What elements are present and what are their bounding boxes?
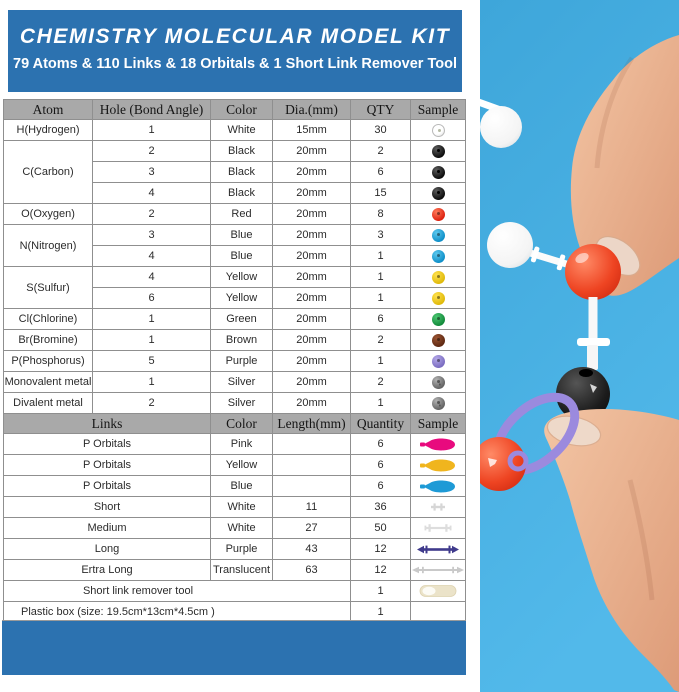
white-atom-ball	[487, 222, 533, 268]
atom-name-cell: Br(Bromine)	[4, 330, 93, 351]
page-subtitle: 79 Atoms & 110 Links & 18 Orbitals & 1 Short Link Remover Tool	[13, 56, 457, 72]
atom-name-cell: S(Sulfur)	[4, 267, 93, 309]
banner	[8, 10, 462, 92]
atom-row: P(Phosphorus) 5 Purple 20mm 1	[4, 351, 466, 372]
col-color: Color	[211, 100, 273, 120]
atom-name-cell: H(Hydrogen)	[4, 120, 93, 141]
page-title: CHEMISTRY MOLECULAR MODEL KIT	[19, 25, 451, 48]
red-atom-ball	[565, 244, 621, 300]
col-quantity: Quantity	[351, 414, 411, 434]
col-atom: Atom	[4, 100, 93, 120]
plastic-box-cell: Plastic box (size: 19.5cm*13cm*4.5cm )	[4, 602, 351, 623]
link-row: Short White 11 36	[4, 497, 466, 518]
col-dia: Dia.(mm)	[273, 100, 351, 120]
green-ball-sample-icon	[432, 313, 445, 326]
yellow-orbital-sample-icon	[420, 457, 456, 474]
pink-orbital-sample-icon	[420, 436, 456, 453]
link-row: P Orbitals Blue 6	[4, 476, 466, 497]
atom-row: Cl(Chlorine) 1 Green 20mm 6	[4, 309, 466, 330]
silver-ball-sample-icon	[432, 376, 445, 389]
atom-name-cell: Monovalent metal	[4, 372, 93, 393]
col-length: Length(mm)	[273, 414, 351, 434]
atom-row: 6 Yellow 20mm 1	[4, 288, 466, 309]
atom-name-cell: O(Oxygen)	[4, 204, 93, 225]
atom-row: C(Carbon) 2 Black 20mm 2	[4, 141, 466, 162]
medium-link-sample-icon	[424, 522, 452, 534]
col-sample: Sample	[411, 100, 466, 120]
link-row: Medium White 27 50	[4, 518, 466, 539]
blue-ball-sample-icon	[432, 250, 445, 263]
spec-table	[3, 99, 466, 623]
link-row: P Orbitals Yellow 6	[4, 455, 466, 476]
link-row: Ertra Long Translucent 63 12	[4, 560, 466, 581]
black-ball-sample-icon	[432, 166, 445, 179]
atom-name-cell: P(Phosphorus)	[4, 351, 93, 372]
link-row: Plastic box (size: 19.5cm*13cm*4.5cm ) 1	[4, 602, 466, 623]
long-link-sample-icon	[416, 543, 460, 556]
atom-name-cell: C(Carbon)	[4, 141, 93, 204]
atom-name-cell: N(Nitrogen)	[4, 225, 93, 267]
purple-ball-sample-icon	[432, 355, 445, 368]
atom-row: Br(Bromine) 1 Brown 20mm 2	[4, 330, 466, 351]
col-link-color: Color	[211, 414, 273, 434]
red-ball-sample-icon	[432, 208, 445, 221]
link-row: Short link remover tool 1	[4, 581, 466, 602]
yellow-ball-sample-icon	[432, 292, 445, 305]
blue-ball-sample-icon	[432, 229, 445, 242]
atom-row: 3 Black 20mm 6	[4, 162, 466, 183]
atom-row: 4 Black 20mm 15	[4, 183, 466, 204]
product-photo	[480, 0, 679, 692]
atom-row: O(Oxygen) 2 Red 20mm 8	[4, 204, 466, 225]
atom-name-cell: Cl(Chlorine)	[4, 309, 93, 330]
atom-row: Divalent metal 2 Silver 20mm 1	[4, 393, 466, 414]
atom-row: 4 Blue 20mm 1	[4, 246, 466, 267]
link-row: Long Purple 43 12	[4, 539, 466, 560]
blue-orbital-sample-icon	[420, 478, 456, 495]
atom-row: Monovalent metal 1 Silver 20mm 2	[4, 372, 466, 393]
remover-tool-cell: Short link remover tool	[4, 581, 351, 602]
silver-ball-sample-icon	[432, 397, 445, 410]
link-row: P Orbitals Pink 6	[4, 434, 466, 455]
black-ball-sample-icon	[432, 187, 445, 200]
remover-tool-sample-icon	[419, 584, 457, 598]
atom-name-cell: Divalent metal	[4, 393, 93, 414]
bottom-accent-bar	[2, 620, 466, 675]
short-link-sample-icon	[430, 501, 446, 513]
atom-row: H(Hydrogen) 1 White 15mm 30	[4, 120, 466, 141]
col-qty: QTY	[351, 100, 411, 120]
yellow-ball-sample-icon	[432, 271, 445, 284]
links-header-row	[4, 414, 466, 434]
col-links: Links	[4, 414, 211, 434]
atom-row: S(Sulfur) 4 Yellow 20mm 1	[4, 267, 466, 288]
extra-long-link-sample-icon	[411, 564, 465, 576]
col-link-sample: Sample	[411, 414, 466, 434]
white-ball-sample-icon	[432, 124, 445, 137]
bond-stick	[589, 297, 598, 338]
atoms-header-row	[4, 100, 466, 120]
brown-ball-sample-icon	[432, 334, 445, 347]
atom-row: N(Nitrogen) 3 Blue 20mm 3	[4, 225, 466, 246]
col-hole: Hole (Bond Angle)	[93, 100, 211, 120]
black-ball-sample-icon	[432, 145, 445, 158]
